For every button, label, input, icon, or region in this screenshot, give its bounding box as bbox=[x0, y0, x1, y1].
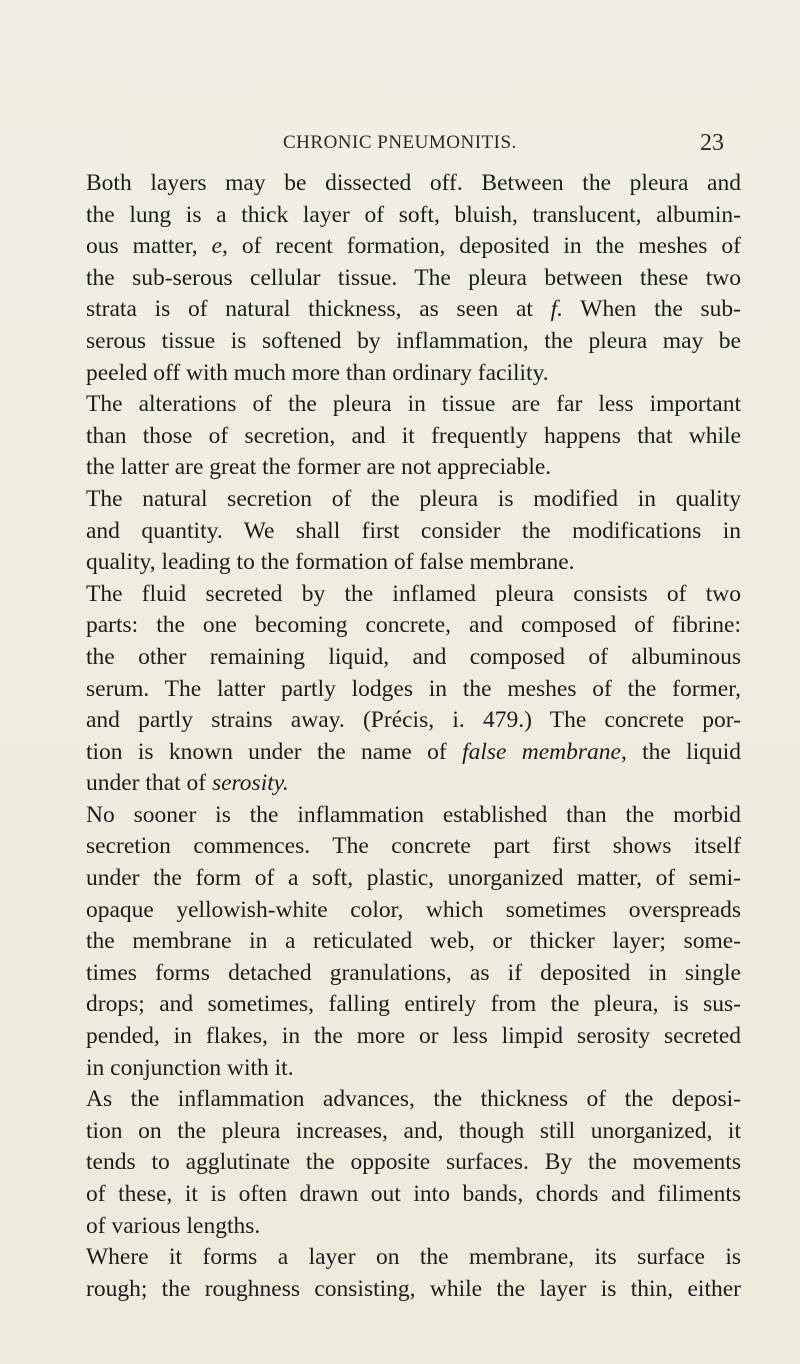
text-segment: , the liquid bbox=[620, 738, 742, 765]
text-line: serous tissue is softened by inflammation, the pleura may be bbox=[86, 327, 741, 354]
text-line: peeled off with much more than ordinary facility. bbox=[86, 359, 549, 386]
text-line: under the form of a soft, plastic, unorganized matter, of semi- bbox=[86, 865, 741, 892]
figure-letter-e: e bbox=[211, 233, 222, 260]
text-line: tends to agglutinate the opposite surfaces. By the movements bbox=[86, 1149, 741, 1176]
text-line: The natural secretion of the pleura is modified in quality bbox=[86, 485, 741, 512]
text-line bbox=[86, 768, 741, 800]
term-false-membrane: false membrane bbox=[462, 738, 621, 765]
text-line bbox=[86, 294, 741, 326]
running-head bbox=[0, 130, 800, 160]
text-line: the membrane in a reticulated web, or thicker layer; some- bbox=[86, 928, 741, 955]
text-line bbox=[86, 231, 741, 263]
text-line: drops; and sometimes, falling entirely from the pleura, is sus- bbox=[86, 991, 741, 1018]
text-line: parts: the one becoming concrete, and composed of fibrine: bbox=[86, 612, 741, 639]
figure-letter-f: f. bbox=[550, 296, 564, 323]
text-line: in conjunction with it. bbox=[86, 1054, 294, 1081]
text-line: tion on the pleura increases, and, though still unorganized, it bbox=[86, 1117, 741, 1144]
text-line: No sooner is the inflammation established than the morbid bbox=[86, 801, 741, 828]
text-line: Where it forms a layer on the membrane, its surface is bbox=[86, 1244, 741, 1271]
term-serosity: serosity. bbox=[211, 770, 289, 797]
text-segment: When the sub- bbox=[563, 296, 741, 323]
text-line: secretion commences. The concrete part first shows itself bbox=[86, 833, 741, 860]
text-line: the other remaining liquid, and composed of albuminous bbox=[86, 643, 741, 670]
text-line: Both layers may be dissected off. Between the pleura and bbox=[86, 170, 741, 196]
text-segment: under that of bbox=[86, 770, 212, 797]
text-line: the latter are great the former are not appreciable. bbox=[86, 454, 552, 481]
text-line: and partly strains away. (Précis, i. 479.) The concrete por- bbox=[86, 707, 741, 734]
text-line: the sub-serous cellular tissue. The pleura between these two bbox=[86, 264, 741, 291]
text-segment: ous matter, bbox=[86, 233, 212, 260]
text-line: As the inflammation advances, the thickness of the deposi- bbox=[86, 1086, 741, 1113]
text-line: of these, it is often drawn out into bands, chords and filiments bbox=[86, 1181, 741, 1207]
text-line: times forms detached granulations, as if deposited in single bbox=[86, 959, 741, 986]
text-line: the lung is a thick layer of soft, bluish, translucent, albumin- bbox=[86, 201, 741, 228]
text-line: than those of secretion, and it frequently happens that while bbox=[86, 422, 741, 449]
text-segment: , of recent formation, deposited in the meshes of bbox=[222, 233, 741, 260]
text-line: rough; the roughness consisting, while the layer is thin, either bbox=[86, 1275, 741, 1302]
body-text bbox=[86, 168, 741, 1305]
text-segment: strata is of natural thickness, as seen at bbox=[86, 296, 551, 323]
text-line bbox=[86, 737, 741, 769]
text-line: of various lengths. bbox=[86, 1212, 261, 1239]
text-line: The fluid secreted by the inflamed pleura consists of two bbox=[86, 580, 741, 607]
text-line: The alterations of the pleura in tissue are far less important bbox=[86, 391, 741, 418]
text-line: pended, in flakes, in the more or less limpid serosity secreted bbox=[86, 1023, 741, 1050]
text-segment: tion is known under the name of bbox=[86, 738, 463, 765]
text-line: and quantity. We shall first consider the modifications in bbox=[86, 517, 741, 544]
running-title: CHRONIC PNEUMONITIS. bbox=[283, 132, 517, 153]
text-line: opaque yellowish-white color, which sometimes overspreads bbox=[86, 896, 741, 923]
text-line: serum. The latter partly lodges in the meshes of the former, bbox=[86, 675, 741, 702]
page-number: 23 bbox=[700, 130, 724, 156]
text-line: quality, leading to the formation of false membrane. bbox=[86, 549, 575, 576]
